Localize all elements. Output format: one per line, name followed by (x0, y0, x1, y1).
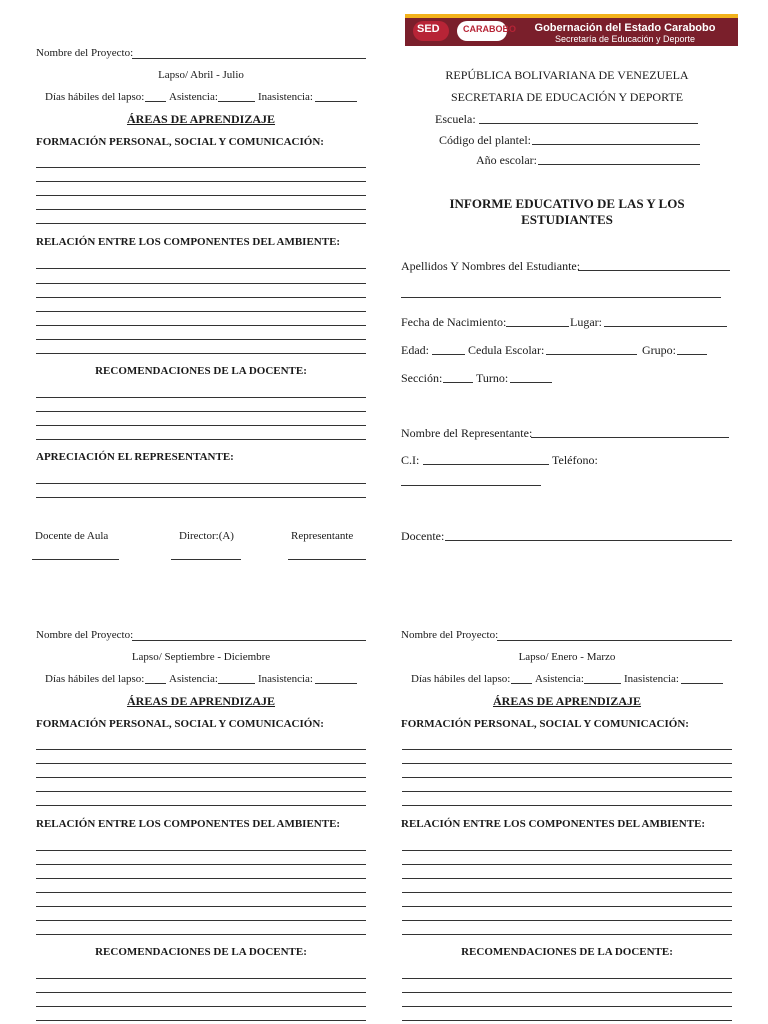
bl-formacion-line[interactable] (36, 791, 366, 792)
cedula-field[interactable] (546, 354, 637, 355)
turno-field[interactable] (510, 382, 552, 383)
bl-relacion-line[interactable] (36, 878, 366, 879)
br-inasistencia-label: Inasistencia: (624, 673, 679, 685)
br-formacion-line[interactable] (402, 791, 732, 792)
edad-label: Edad: (401, 343, 429, 357)
bl-formacion-heading: FORMACIÓN PERSONAL, SOCIAL Y COMUNICACIÓN: (36, 718, 324, 730)
tl-proyecto-label: Nombre del Proyecto: (36, 47, 134, 59)
bl-asistencia-field[interactable] (218, 683, 255, 684)
bl-inasistencia-field[interactable] (315, 683, 357, 684)
escuela-field[interactable] (479, 123, 698, 124)
bl-areas-heading: ÁREAS DE APRENDIZAJE (126, 694, 276, 708)
tl-relacion-line[interactable] (36, 311, 366, 312)
grupo-label: Grupo: (642, 343, 676, 357)
bl-dias-label: Días hábiles del lapso: (45, 673, 145, 685)
tl-formacion-line[interactable] (36, 181, 366, 182)
sig-representante-label: Representante (291, 530, 354, 542)
tl-relacion-line[interactable] (36, 283, 366, 284)
br-dias-field[interactable] (511, 683, 532, 684)
br-relacion-line[interactable] (402, 850, 732, 851)
tl-recomendaciones-line[interactable] (36, 411, 366, 412)
lugar-label: Lugar: (570, 315, 602, 329)
bl-recomendaciones-line[interactable] (36, 1020, 366, 1021)
tl-relacion-heading: RELACIÓN ENTRE LOS COMPONENTES DEL AMBIENTE: (36, 236, 341, 248)
gobernacion-banner (405, 14, 738, 46)
tl-formacion-line[interactable] (36, 167, 366, 168)
sig-director-label: Director:(A) (179, 530, 234, 542)
bl-relacion-line[interactable] (36, 920, 366, 921)
bl-relacion-line[interactable] (36, 906, 366, 907)
sig-director-line[interactable] (171, 559, 241, 560)
tl-relacion-line[interactable] (36, 325, 366, 326)
tl-recomendaciones-heading: RECOMENDACIONES DE LA DOCENTE: (95, 365, 307, 377)
anio-label: Año escolar: (476, 153, 537, 167)
escuela-label: Escuela: (435, 112, 476, 126)
grupo-field[interactable] (677, 354, 707, 355)
apellidos-field[interactable] (578, 270, 730, 271)
br-areas-heading: ÁREAS DE APRENDIZAJE (492, 694, 642, 708)
report-title (402, 196, 732, 228)
tl-relacion-line[interactable] (36, 268, 366, 269)
report-title-line-2: ESTUDIANTES (521, 212, 613, 227)
br-formacion-line[interactable] (402, 777, 732, 778)
seccion-field[interactable] (443, 382, 473, 383)
edad-field[interactable] (432, 354, 465, 355)
sig-representante-line[interactable] (288, 559, 366, 560)
representante-label: Nombre del Representante: (401, 426, 533, 440)
bl-dias-field[interactable] (145, 683, 166, 684)
tl-formacion-line[interactable] (36, 195, 366, 196)
br-inasistencia-field[interactable] (681, 683, 723, 684)
banner-stripe (405, 14, 738, 18)
bl-proyecto-field[interactable] (132, 640, 366, 641)
sig-docente-line[interactable] (32, 559, 119, 560)
bl-lapso: Lapso/ Septiembre - Diciembre (131, 651, 271, 663)
br-asistencia-field[interactable] (584, 683, 621, 684)
apellidos-field-2[interactable] (401, 297, 721, 298)
seccion-label: Sección: (401, 371, 443, 385)
tl-relacion-line[interactable] (36, 297, 366, 298)
cedula-label: Cedula Escolar: (468, 343, 545, 357)
docente-field[interactable] (445, 540, 732, 541)
tl-dias-field[interactable] (145, 101, 166, 102)
br-relacion-line[interactable] (402, 878, 732, 879)
br-formacion-line[interactable] (402, 763, 732, 764)
docente-label: Docente: (401, 529, 445, 543)
br-lapso: Lapso/ Enero - Marzo (518, 651, 616, 663)
carabobo-logo-text: CARABOBO (463, 24, 516, 34)
bl-asistencia-label: Asistencia: (169, 673, 218, 685)
republic-title: REPÚBLICA BOLIVARIANA DE VENEZUELA (445, 68, 689, 82)
bl-formacion-line[interactable] (36, 777, 366, 778)
representante-field[interactable] (531, 437, 729, 438)
br-recomendaciones-heading: RECOMENDACIONES DE LA DOCENTE: (461, 946, 673, 958)
sed-logo (413, 21, 449, 41)
tl-relacion-line[interactable] (36, 339, 366, 340)
tl-dias-label: Días hábiles del lapso: (45, 91, 145, 103)
ci-label: C.I: (401, 453, 420, 467)
br-formacion-line[interactable] (402, 749, 732, 750)
tl-inasistencia-field[interactable] (315, 101, 357, 102)
br-relacion-line[interactable] (402, 934, 732, 935)
tl-relacion-line[interactable] (36, 353, 366, 354)
bl-relacion-line[interactable] (36, 864, 366, 865)
bl-relacion-line[interactable] (36, 850, 366, 851)
tl-lapso: Lapso/ Abril - Julio (158, 69, 244, 81)
bl-formacion-line[interactable] (36, 805, 366, 806)
tl-formacion-line[interactable] (36, 223, 366, 224)
telefono-field[interactable] (401, 485, 541, 486)
tl-apreciacion-line[interactable] (36, 483, 366, 484)
sig-docente-label: Docente de Aula (35, 530, 109, 542)
report-title-line-1: INFORME EDUCATIVO DE LAS Y LOS (449, 196, 685, 211)
br-proyecto-label: Nombre del Proyecto: (401, 629, 499, 641)
bl-relacion-heading: RELACIÓN ENTRE LOS COMPONENTES DEL AMBIENTE: (36, 818, 341, 830)
br-recomendaciones-line[interactable] (402, 992, 732, 993)
br-asistencia-label: Asistencia: (535, 673, 584, 685)
anio-field[interactable] (538, 164, 700, 165)
codigo-field[interactable] (532, 144, 700, 145)
tl-formacion-heading: FORMACIÓN PERSONAL, SOCIAL Y COMUNICACIÓN: (36, 136, 324, 148)
br-formacion-line[interactable] (402, 805, 732, 806)
secretaria-title: SECRETARIA DE EDUCACIÓN Y DEPORTE (450, 90, 684, 104)
tl-recomendaciones-line[interactable] (36, 397, 366, 398)
bl-formacion-line[interactable] (36, 763, 366, 764)
br-proyecto-field[interactable] (497, 640, 732, 641)
apellidos-label: Apellidos Y Nombres del Estudiante: (401, 259, 581, 273)
bl-relacion-line[interactable] (36, 934, 366, 935)
bl-relacion-line[interactable] (36, 892, 366, 893)
br-formacion-heading: FORMACIÓN PERSONAL, SOCIAL Y COMUNICACIÓN: (401, 718, 689, 730)
tl-recomendaciones-line[interactable] (36, 425, 366, 426)
tl-asistencia-field[interactable] (218, 101, 255, 102)
banner-title: Gobernación del Estado Carabobo (534, 22, 716, 34)
bl-formacion-line[interactable] (36, 749, 366, 750)
codigo-label: Código del plantel: (439, 133, 531, 147)
tl-inasistencia-label: Inasistencia: (258, 91, 313, 103)
fecha-field[interactable] (506, 326, 569, 327)
tl-formacion-line[interactable] (36, 209, 366, 210)
tl-proyecto-field[interactable] (132, 58, 366, 59)
lugar-field[interactable] (604, 326, 727, 327)
bl-inasistencia-label: Inasistencia: (258, 673, 313, 685)
telefono-label: Teléfono: (552, 453, 598, 467)
br-recomendaciones-line[interactable] (402, 1020, 732, 1021)
sed-logo-text: SED (417, 23, 440, 35)
br-relacion-heading: RELACIÓN ENTRE LOS COMPONENTES DEL AMBIENTE: (401, 818, 706, 830)
fecha-label: Fecha de Nacimiento: (401, 315, 507, 329)
carabobo-logo (457, 21, 516, 41)
ci-field[interactable] (423, 464, 549, 465)
br-relacion-line[interactable] (402, 892, 732, 893)
br-dias-label: Días hábiles del lapso: (411, 673, 511, 685)
banner-subtitle: Secretaría de Educación y Deporte (554, 34, 696, 44)
tl-apreciacion-heading: APRECIACIÓN EL REPRESENTANTE: (36, 451, 234, 463)
br-relacion-line[interactable] (402, 906, 732, 907)
br-recomendaciones-line[interactable] (402, 1006, 732, 1007)
tl-recomendaciones-line[interactable] (36, 439, 366, 440)
bl-recomendaciones-line[interactable] (36, 1006, 366, 1007)
bl-recomendaciones-line[interactable] (36, 978, 366, 979)
tl-apreciacion-line[interactable] (36, 497, 366, 498)
bl-recomendaciones-heading: RECOMENDACIONES DE LA DOCENTE: (95, 946, 307, 958)
turno-label: Turno: (476, 371, 509, 385)
br-relacion-line[interactable] (402, 864, 732, 865)
tl-asistencia-label: Asistencia: (169, 91, 218, 103)
bl-recomendaciones-line[interactable] (36, 992, 366, 993)
tl-areas-heading: ÁREAS DE APRENDIZAJE (126, 112, 276, 126)
br-recomendaciones-line[interactable] (402, 978, 732, 979)
bl-proyecto-label: Nombre del Proyecto: (36, 629, 134, 641)
br-relacion-line[interactable] (402, 920, 732, 921)
